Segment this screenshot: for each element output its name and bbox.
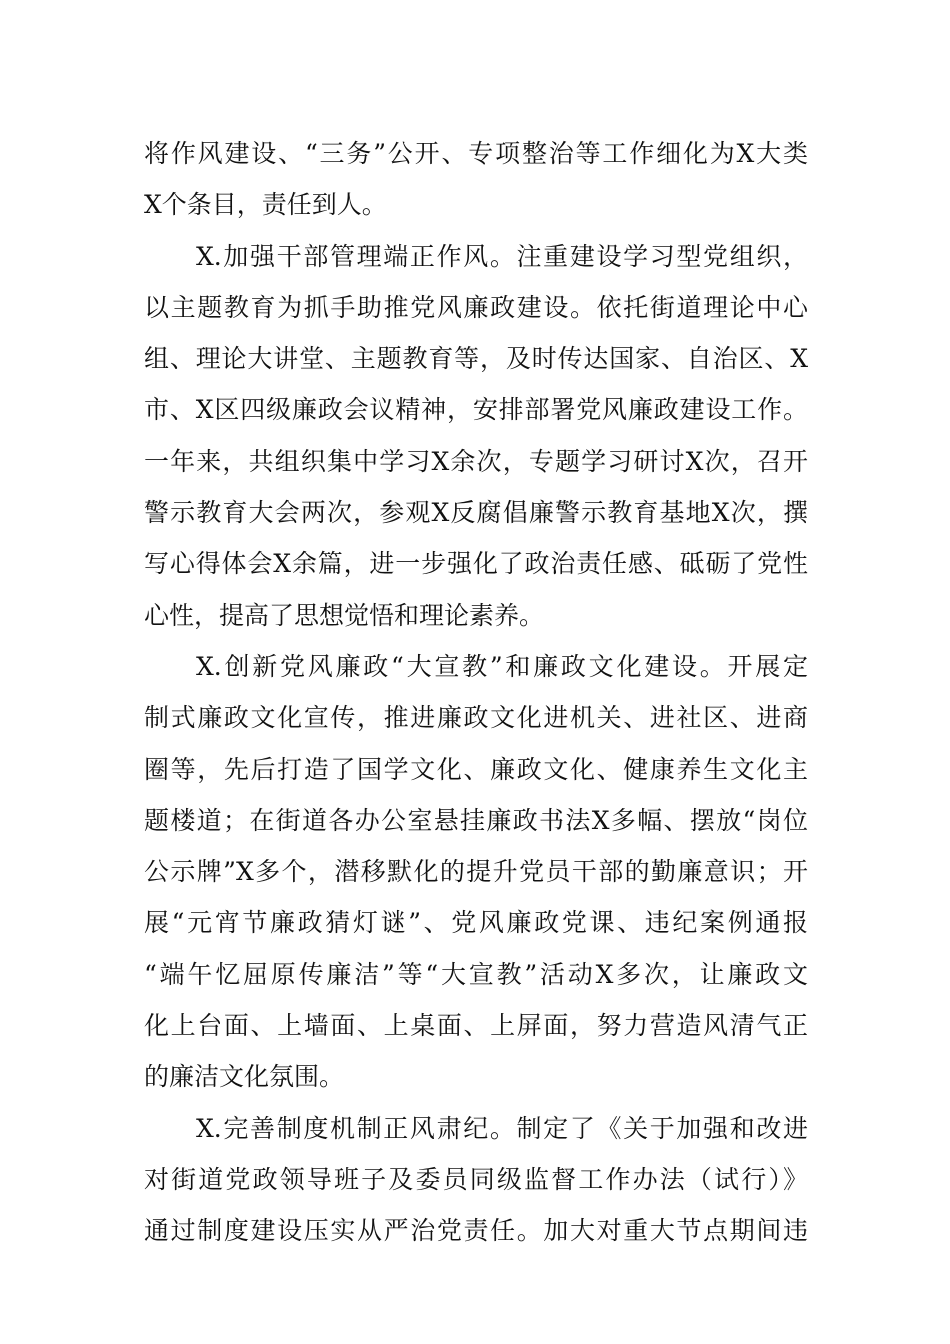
document-body <box>144 128 808 1257</box>
text-line: 组、理论大讲堂、主题教育等，及时传达国家、自治区、X <box>144 344 808 374</box>
paragraph-heading-line: X.创新党风廉政“大宣教”和廉政文化建设。开展定 <box>196 651 808 681</box>
text-line: 题楼道；在街道各办公室悬挂廉政书法X多幅、摆放“岗位 <box>144 805 808 835</box>
text-line: 将作风建设、“三务”公开、专项整治等工作细化为X大类 <box>144 139 808 168</box>
text-line: 市、X区四级廉政会议精神，安排部署党风廉政建设工作。 <box>144 395 808 425</box>
text-line: 心性，提高了思想觉悟和理论素养。 <box>144 600 545 630</box>
text-line: 的廉洁文化氛围。 <box>144 1062 345 1092</box>
text-line: 制式廉政文化宣传，推进廉政文化进机关、进社区、进商 <box>144 703 808 733</box>
text-line: 以主题教育为抓手助推党风廉政建设。依托街道理论中心 <box>144 292 808 322</box>
paragraph-heading-line: X.加强干部管理端正作风。注重建设学习型党组织， <box>196 241 808 271</box>
paragraph-heading-line: X.完善制度机制正风肃纪。制定了《关于加强和改进 <box>196 1113 808 1143</box>
text-line: 圈等，先后打造了国学文化、廉政文化、健康养生文化主 <box>144 754 808 784</box>
text-line: “端午忆屈原传廉洁”等“大宣教”活动X多次，让廉政文 <box>144 959 808 989</box>
text-line: 化上台面、上墙面、上桌面、上屏面，努力营造风清气正 <box>144 1011 808 1041</box>
text-line: 警示教育大会两次，参观X反腐倡廉警示教育基地X次，撰 <box>144 498 808 528</box>
text-line: 展“元宵节廉政猜灯谜”、党风廉政党课、违纪案例通报 <box>144 908 808 938</box>
text-line: X个条目，责任到人。 <box>144 190 387 220</box>
text-line: 对街道党政领导班子及委员同级监督工作办法（试行）》 <box>144 1164 808 1194</box>
text-line: 通过制度建设压实从严治党责任。加大对重大节点期间违 <box>144 1216 808 1246</box>
text-line: 公示牌”X多个，潜移默化的提升党员干部的勤廉意识；开 <box>144 857 808 887</box>
text-line: 一年来，共组织集中学习X余次，专题学习研讨X次，召开 <box>144 446 808 476</box>
text-line: 写心得体会X余篇，进一步强化了政治责任感、砥砺了党性 <box>144 549 808 579</box>
